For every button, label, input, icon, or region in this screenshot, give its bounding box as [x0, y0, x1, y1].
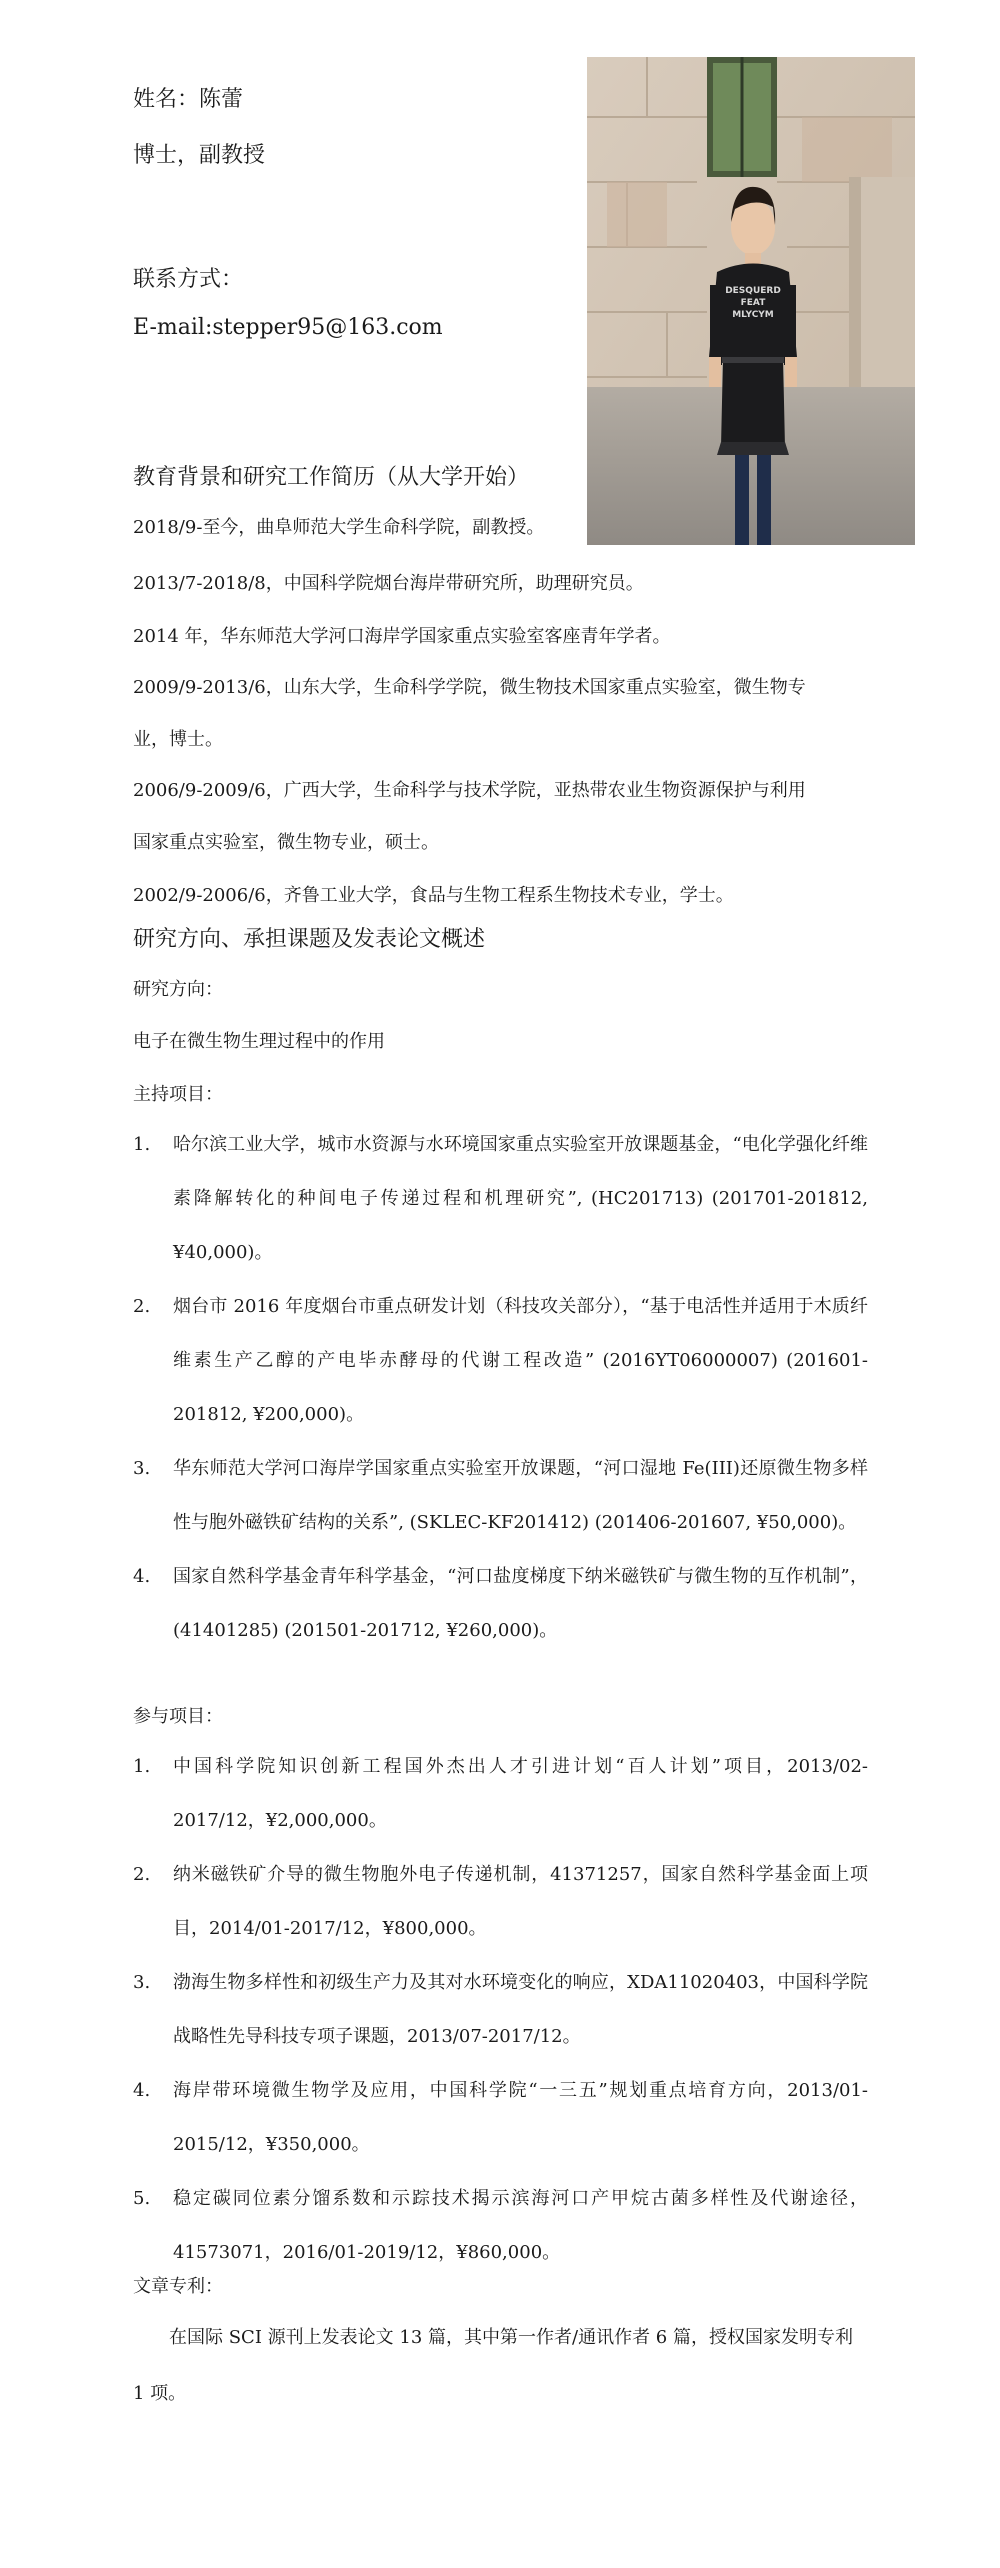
education-entry: 2013/7-2018/8，中国科学院烟台海岸带研究所，助理研究员。: [133, 573, 644, 594]
hosted-project-item: [133, 1550, 868, 1658]
item-number: 2.: [133, 1864, 151, 1885]
research-direction-text: 电子在微生物生理过程中的作用: [133, 1031, 385, 1052]
portrait-photo: [587, 57, 915, 545]
name-line: 姓名：陈蕾: [133, 87, 244, 112]
participated-project-item: [133, 1848, 868, 1956]
item-text: 华东师范大学河口海岸学国家重点实验室开放课题，“河口湿地 Fe(III)还原微生物多样性与胞外磁铁矿结构的关系”, (SKLEC-KF201412) (201406-201607, ¥50,000)。: [173, 1458, 868, 1533]
item-number: 1.: [133, 1134, 151, 1155]
title-line: 博士，副教授: [133, 143, 266, 168]
item-number: 3.: [133, 1972, 151, 1993]
education-entry: 国家重点实验室，微生物专业，硕士。: [133, 832, 439, 853]
education-entry: 业，博士。: [133, 729, 223, 750]
education-entry: 2002/9-2006/6，齐鲁工业大学，食品与生物工程系生物技术专业，学士。: [133, 885, 734, 906]
research-direction-label: 研究方向：: [133, 979, 223, 1000]
participated-projects-list: [133, 1740, 868, 2280]
hosted-project-item: [133, 1280, 868, 1442]
item-text: 纳米磁铁矿介导的微生物胞外电子传递机制，41371257，国家自然科学基金面上项目，2014/01-2017/12，¥800,000。: [173, 1864, 868, 1939]
participated-project-item: [133, 1740, 868, 1848]
participated-project-item: [133, 2064, 868, 2172]
education-entry: 2006/9-2009/6，广西大学，生命科学与技术学院，亚热带农业生物资源保护与利用: [133, 780, 806, 801]
item-text: 烟台市 2016 年度烟台市重点研发计划（科技攻关部分），“基于电活性并适用于木质纤维素生产乙醇的产电毕赤酵母的代谢工程改造” (2016YT06000007) (201601-201812, ¥200,000)。: [173, 1296, 868, 1425]
education-entry: 2009/9-2013/6，山东大学，生命科学学院，微生物技术国家重点实验室，微生物专: [133, 677, 806, 698]
hosted-projects-label: 主持项目：: [133, 1084, 223, 1105]
articles-patents-text: 在国际 SCI 源刊上发表论文 13 篇，其中第一作者/通讯作者 6 篇，授权国家发明专利 1 项。: [133, 2327, 853, 2404]
shirt-print-line-3: MLYCYM: [732, 310, 774, 320]
contact-heading: 联系方式：: [133, 267, 244, 292]
participated-projects-label: 参与项目：: [133, 1706, 223, 1727]
item-number: 4.: [133, 1566, 151, 1587]
item-number: 3.: [133, 1458, 151, 1479]
hosted-projects-list: [133, 1118, 868, 1658]
item-text: 稳定碳同位素分馏系数和示踪技术揭示滨海河口产甲烷古菌多样性及代谢途径，41573071，2016/01-2019/12，¥860,000。: [173, 2188, 868, 2263]
participated-project-item: [133, 1956, 868, 2064]
item-number: 2.: [133, 1296, 151, 1317]
education-entry: 2014 年，华东师范大学河口海岸学国家重点实验室客座青年学者。: [133, 626, 671, 647]
shirt-print-line-2: FEAT: [740, 298, 766, 308]
hosted-project-item: [133, 1118, 868, 1280]
articles-patents-label: 文章专利：: [133, 2276, 223, 2297]
item-number: 1.: [133, 1756, 151, 1777]
education-heading: 教育背景和研究工作简历（从大学开始）: [133, 465, 530, 490]
participated-project-item: [133, 2172, 868, 2280]
item-number: 5.: [133, 2188, 151, 2209]
research-heading: 研究方向、承担课题及发表论文概述: [133, 927, 486, 952]
item-text: 国家自然科学基金青年科学基金，“河口盐度梯度下纳米磁铁矿与微生物的互作机制”，(41401285) (201501-201712, ¥260,000)。: [173, 1566, 868, 1641]
hosted-project-item: [133, 1442, 868, 1550]
item-number: 4.: [133, 2080, 151, 2101]
item-text: 哈尔滨工业大学，城市水资源与水环境国家重点实验室开放课题基金，“电化学强化纤维素降解转化的种间电子传递过程和机理研究”, (HC201713) (201701-201812, ¥40,000)。: [173, 1134, 868, 1263]
item-text: 渤海生物多样性和初级生产力及其对水环境变化的响应，XDA11020403，中国科学院战略性先导科技专项子课题，2013/07-2017/12。: [173, 1972, 868, 2047]
item-text: 中国科学院知识创新工程国外杰出人才引进计划“百人计划”项目，2013/02-2017/12，¥2,000,000。: [173, 1756, 868, 1831]
education-entry: 2018/9-至今，曲阜师范大学生命科学院，副教授。: [133, 517, 545, 538]
shirt-print-line-1: DESQUERD: [725, 286, 781, 296]
item-text: 海岸带环境微生物学及应用，中国科学院“一三五”规划重点培育方向，2013/01-2015/12，¥350,000。: [173, 2080, 868, 2155]
email-line: E-mail:stepper95@163.com: [133, 315, 443, 340]
